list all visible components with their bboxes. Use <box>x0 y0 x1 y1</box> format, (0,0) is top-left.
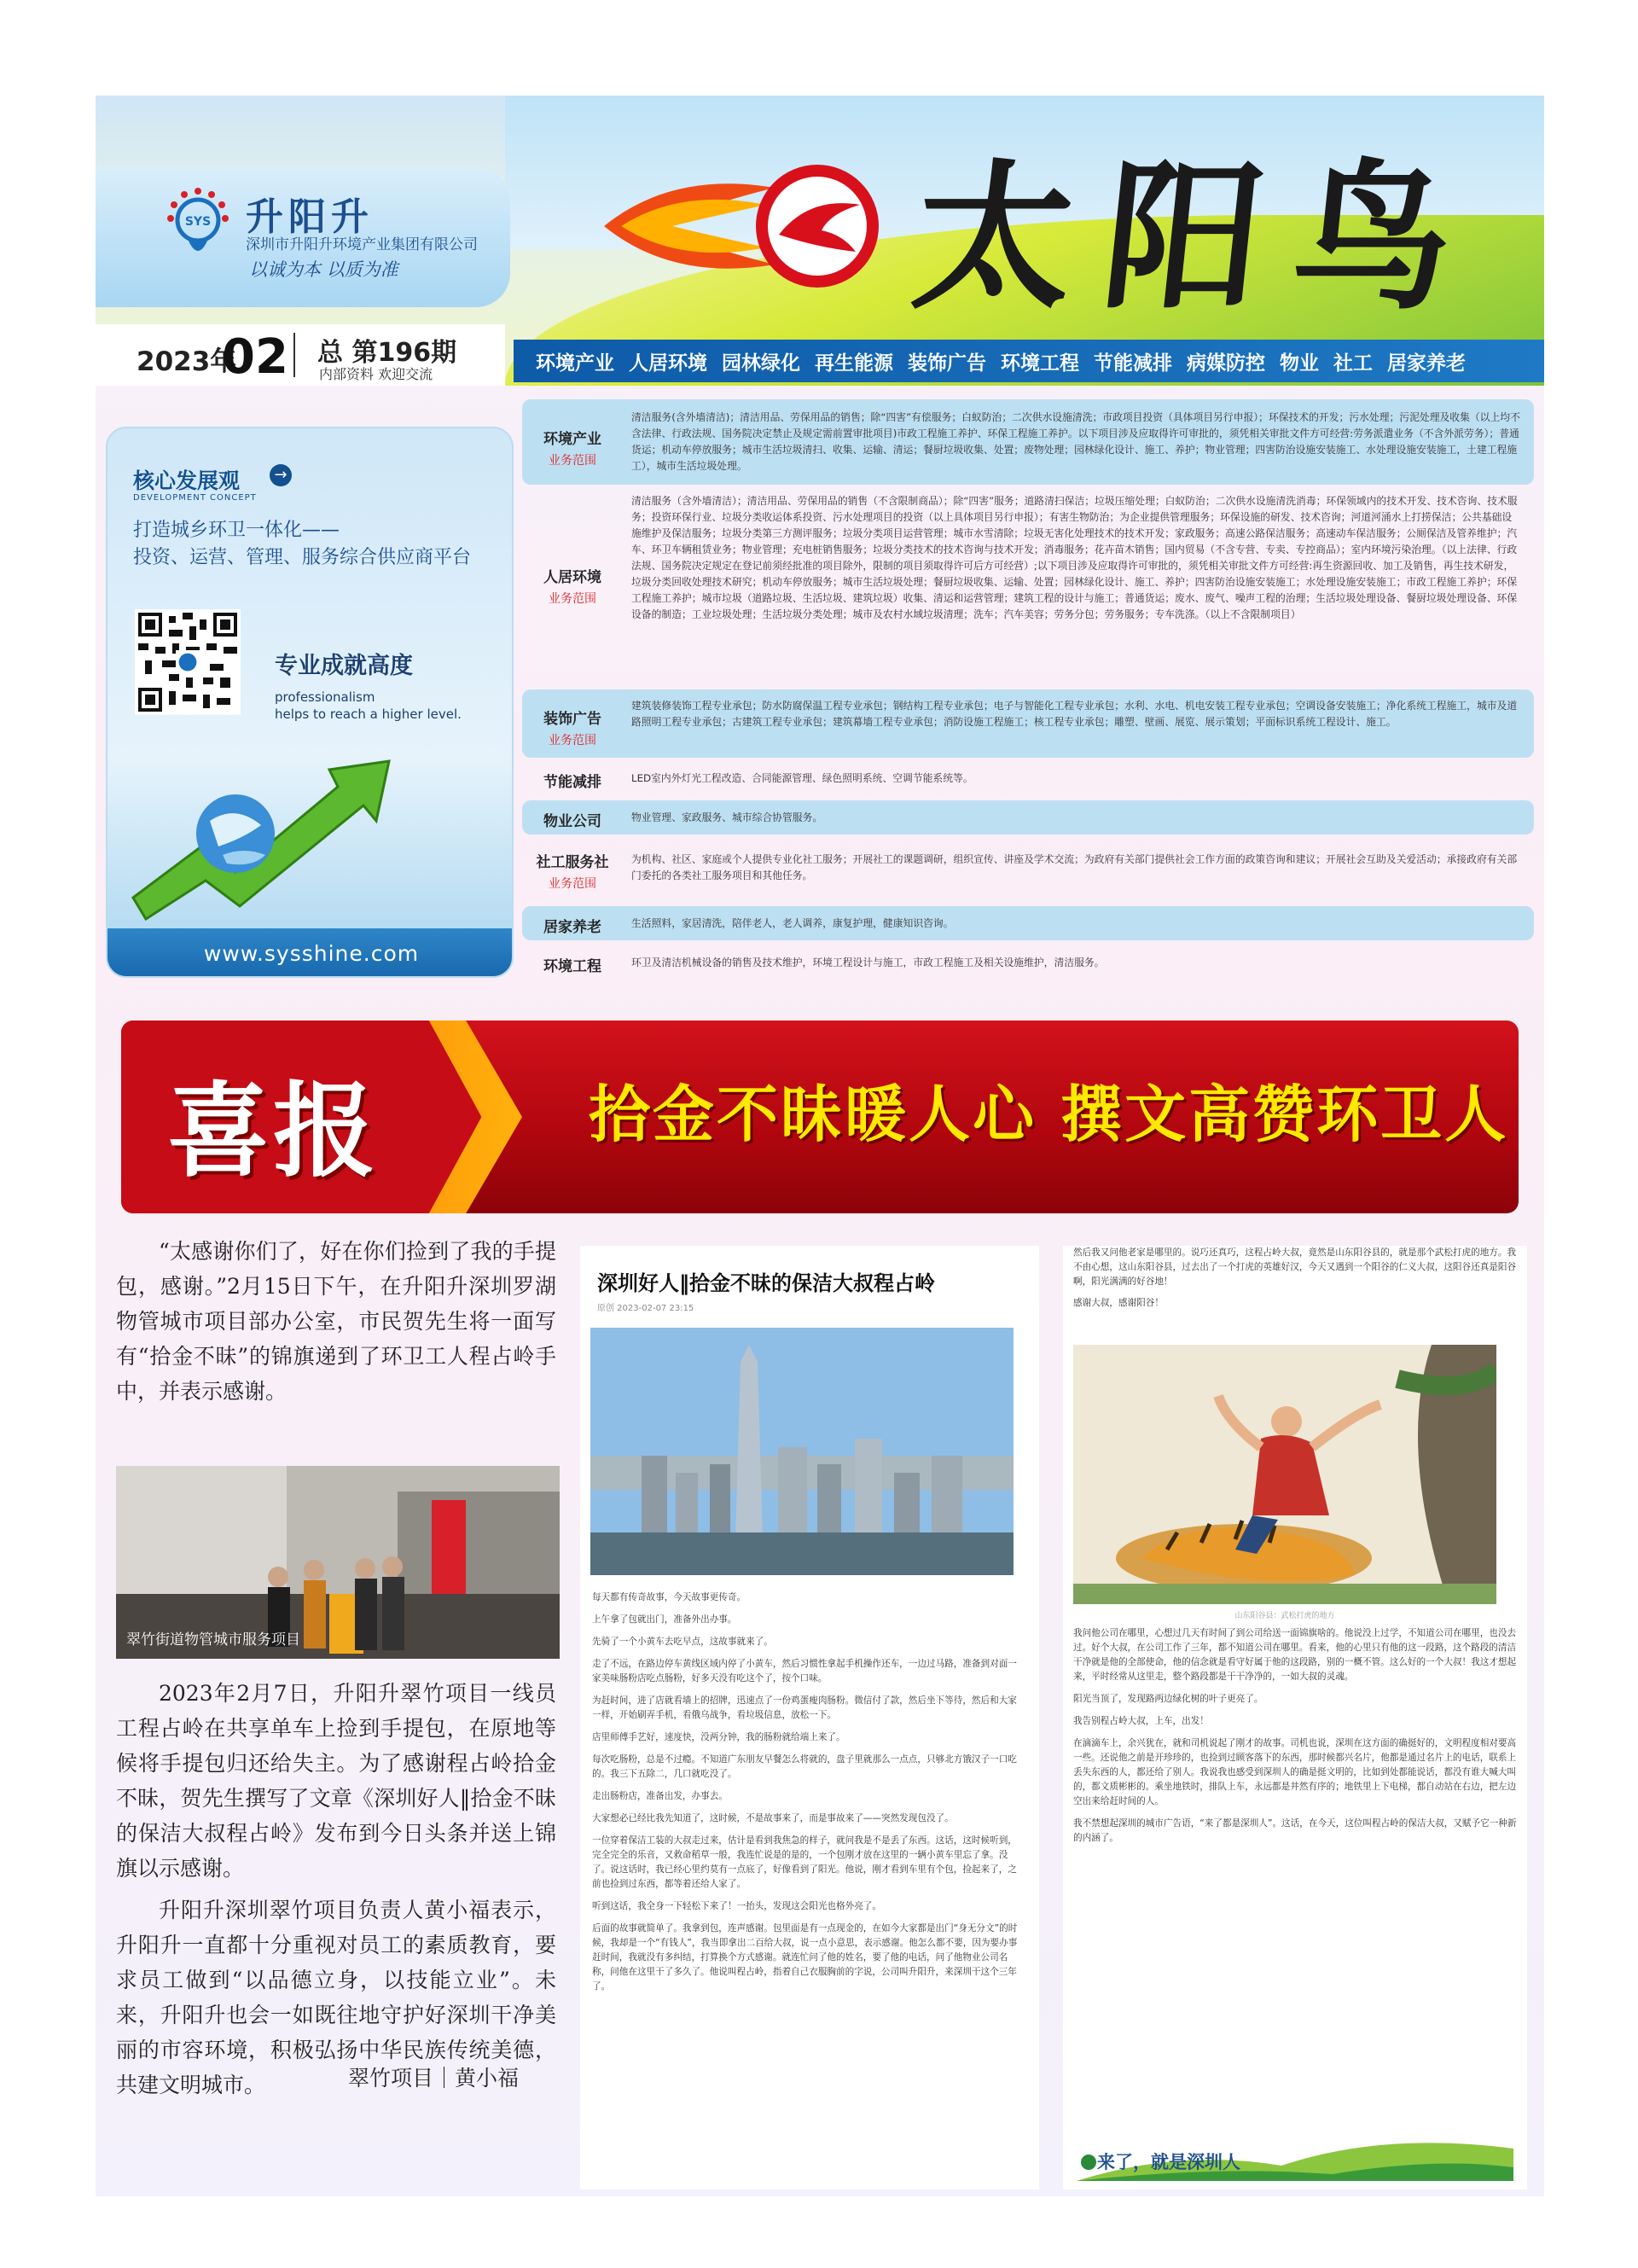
business-text: 清洁服务(含外墙清洁)；清洁用品、劳保用品的销售；除“四害”有偿服务；白蚁防治；二次供水设施清洗；市政项目投资（具体项目另行申报）；环保技术的开发；污水处理；污泥处理及收集（以上均不含法律、行政法规、国务院决定禁止及规定需前置审批项目)市政工程施工养护、环保工程施工养护。以下项目涉及应取得许可审批的，须凭相关审批文件方可经营:劳务派遣业务（不含外派劳务）；普通货运；机动车停放服务；城市生活垃圾清扫、收集、运输、清运；餐厨垃圾收集、处置；废物处理；园林绿化设计、施工、养护；物业管理；四害防治设施安装施工、水处理设施安装施工，土建工程施工），城市生活垃圾处理。 <box>631 411 1520 472</box>
article-column <box>116 1234 556 1409</box>
clipping-paragraph: 后面的故事就简单了。我拿到包，连声感谢。包里面是有一点现金的，在如今大家都是出门“身无分文”的时候，我却是一个“有钱人”，我当即拿出二百给大叔，说一点小意思，表示感谢。他怎么都不要，因为要办事赶时间，我就没有多纠结，打算换个方式感谢。就连忙问了他的姓名，要了他的电话，问了他物业公司名称，问他在这里干了多久了。他说叫程占岭，指着自己衣服胸前的字说，公司叫升阳升，来深圳干这个三年了。 <box>592 1923 1018 1992</box>
issue-note: 内部资料 欢迎交流 <box>319 366 433 382</box>
business-label: 人居环境 业务范围 <box>522 565 623 607</box>
category-item: 社工 <box>1333 352 1373 375</box>
clipping-paragraph: 走出肠粉店，准备出发，办事去。 <box>592 1791 728 1801</box>
clipping-paragraph: 然后我又问他老家是哪里的。说巧还真巧，这程占岭大叔，竟然是山东阳谷县的，就是那个武松打虎的地方。我不由心想，这山东阳谷县，过去出了一个打虎的英雄好汉，今天又遇到一个阳谷的仁义大叔，这阳谷还真是阳谷啊，阳光满满的好谷地！ <box>1073 1247 1517 1287</box>
clipping-meta: 原创 2023-02-07 23:15 <box>597 1304 694 1313</box>
article-paragraph: “太感谢你们了，好在你们捡到了我的手提包，感谢。”2月15日下午，在升阳升深圳罗湖物管城市项目部办公室，市民贺先生将一面写有“拾金不昧”的锦旗递到了环卫工人程占岭手中，并表示感谢。 <box>116 1239 556 1404</box>
business-label: 环境产业 业务范围 <box>522 427 623 468</box>
category-bar <box>514 340 1544 382</box>
sidebar-heading-en: DEVELOPMENT CONCEPT <box>133 493 257 503</box>
arrow-right-icon: → <box>270 464 292 486</box>
business-row <box>522 840 1534 899</box>
banner-presentation-photo <box>116 1466 560 1659</box>
business-label: 居家养老 <box>543 919 601 936</box>
sidebar-motto-en-1: professionalism <box>275 689 375 705</box>
category-item: 再生能源 <box>815 352 893 375</box>
issue-year: 2023年 <box>136 346 237 377</box>
clipping-paragraph: 店里师傅手艺好，速度快，没两分钟，我的肠粉就给端上来了。 <box>592 1732 845 1742</box>
banner-xibao: 喜报 <box>167 1071 379 1191</box>
category-item: 节能减排 <box>1094 352 1172 375</box>
category-item: 装饰广告 <box>908 352 986 375</box>
sidebar-heading: 核心发展观 <box>133 468 241 493</box>
shenzhen-slogan-graphic <box>1077 2114 1513 2181</box>
business-sub-label: 业务范围 <box>549 592 596 606</box>
business-text: 建筑装修装饰工程专业承包；防水防腐保温工程专业承包；钢结构工程专业承包；电子与智能化工程专业承包；水利、水电、机电安装工程专业承包；空调设备安装施工；净化系统工程施工，城市及道路照明工程专业承包；古建筑工程专业承包；建筑幕墙工程专业承包；消防设施工程施工；核工程专业承包；雕塑、壁画、展览、展示策划；平面标识系统工程设计、施工。 <box>631 700 1518 728</box>
article-column-lower <box>116 1676 556 2109</box>
clipping-body-continued <box>1073 1626 1517 1853</box>
clipping-paragraph: 阳光当顶了，发现路两边绿化树的叶子更亮了。 <box>1073 1694 1263 1704</box>
development-sidebar <box>106 427 514 978</box>
business-text: 为机构、社区、家庭或个人提供专业化社工服务；开展社工的课题调研，组织宣传、讲座及学术交流；为政府有关部门提供社会工作方面的政策咨询和建议；开展社会互助及关爱活动；承接政府有关部门委托的各类社工服务项目和其他任务。 <box>631 853 1518 881</box>
business-label: 物业公司 <box>543 813 601 830</box>
business-row <box>522 945 1534 980</box>
masthead <box>96 96 1544 386</box>
business-row <box>522 906 1534 940</box>
category-item: 人居环境 <box>629 352 707 375</box>
business-sub-label: 业务范围 <box>549 734 596 747</box>
business-label: 装饰广告 业务范围 <box>522 707 623 748</box>
news-clipping-continued <box>1063 1246 1527 2189</box>
business-text: 环卫及清洁机械设备的销售及技术维护，环境工程设计与施工，市政工程施工及相关设施维护，清洁服务。 <box>631 957 1105 968</box>
clipping-paragraph: 大家想必已经比我先知道了，这时候，不是故事来了，而是事故来了——突然发现包没了。 <box>592 1813 954 1823</box>
article-paragraph: 升阳升深圳翠竹项目负责人黄小福表示，升阳升一直都十分重视对员工的素质教育，要求员工做到“以品德立身，以技能立业”。未来，升阳升也会一如既往地守护好深圳干净美丽的市容环境，积极弘扬中华民族传统美德，共建文明城市。 <box>116 1898 556 2097</box>
business-text: 生活照料，家居清洗，陪伴老人，老人调养，康复护理，健康知识咨询。 <box>631 917 954 929</box>
article-byline: 翠竹项目｜黄小福 <box>348 2066 520 2091</box>
clipping-paragraph: 一位穿着保洁工装的大叔走过来，估计是看到我焦急的样子，就问我是不是丢了东西。这话，这时候听到，完全完全的乐音，又救命稻草一般，我连忙说是的是的，一个包刚才放在这里的一辆小黄车里忘了拿。没了。说这话时，我已经心里约莫有一点底了，好像看到了阳光。他说，刚才看到车里有个包，捡起来了，之前也捡到过东西，都等着还给人家了。 <box>592 1835 1017 1889</box>
logo-name: 升阳升 <box>246 195 374 239</box>
clipping-paragraph: 每次吃肠粉，总是不过瘾。不知道广东朋友早餐怎么将就的，盘子里就那么一点点，只够北方饿汉子一口吃的。我三下五除二，几口就吃没了。 <box>592 1754 1017 1779</box>
slogan-text: 来了，就是深圳人 <box>1097 2152 1240 2172</box>
clipping-paragraph: 我不禁想起深圳的城市广告语，“来了都是深圳人”。这话，在今天，这位叫程占岭的保洁大叔，又赋予它一种新的内涵了。 <box>1073 1818 1517 1843</box>
newspaper-page <box>96 96 1544 2196</box>
business-row <box>522 490 1534 683</box>
issue-number: 总 第196期 <box>317 338 457 368</box>
issue-month: 02 <box>222 329 288 385</box>
wusong-tiger-painting <box>1073 1345 1496 1604</box>
newspaper-title: 太阳鸟 <box>905 143 1494 330</box>
business-text: 清洁服务（含外墙清洁）；清洁用品、劳保用品的销售（不含限制商品）；除“四害”服务；道路清扫保洁；垃圾压缩处理；白蚁防治；二次供水设施清洗消毒；环保领域内的技术开发、技术咨询、技术服务；投资环保行业、垃圾分类收运体系投资、污水处理项目的投资（以上具体项目另行申报）；有害生物防治；为企业提供管理服务；环保设施的研发、技术咨询；河道河涌水上打捞保洁；公共基础设施维护及保洁服务；垃圾分类第三方测评服务；垃圾分类项目运营管理；城市水雪清除；垃圾无害化处理技术的技术开发；家政服务；高速公路保洁服务；高速动车保洁服务；公厕保洁及管养维护；汽车、环卫车辆租赁业务；物业管理；充电桩销售服务；垃圾分类技术的技术咨询与技术开发；消毒服务；花卉苗木销售；国内贸易（不含专营、专卖、专控商品）；室内环境污染治理。（以上法律、行政法规、国务院决定规定在登记前须经批准的项目除外，限制的项目须取得许可后方可经营）;以下项目涉及应取得许可审批的，须凭相关审批文件方可经营:再生资源回收、加工及销售，再生技术研发，垃圾分类回收处理技术研究；机动车停放服务；城市生活垃圾处理；餐厨垃圾收集、运输、处置；园林绿化设计、施工、养护；四害防治设施安装施工；水处理设施安装施工；市政工程施工养护；环保工程施工养护；城市垃圾（道路垃圾、生活垃圾、建筑垃圾）收集、清运和运营管理；建筑工程的设计与施工；普通货运；废水、废气、噪声工程的治理；生活垃圾处理设备、餐厨垃圾处理设备、环保设备的制造；工业垃圾处理；生活垃圾分类处理；城市及农村水域垃圾清理；洗车；汽车美容；劳务分包；劳务服务；专车洗涤。（以上不含限制项目） <box>631 495 1518 620</box>
company-slogan: 以诚为本 以质为准 <box>249 259 398 280</box>
clipping-paragraph: 每天都有传奇故事，今天故事更传奇。 <box>592 1592 746 1602</box>
article-paragraph: 2023年2月7日，升阳升翠竹项目一线员工程占岭在共享单车上捡到手提包，在原地等候将手提包归还给失主。为了感谢程占岭拾金不昧，贺先生撰写了文章《深圳好人‖拾金不昧的保洁大叔程占岭》发布到今日头条并送上锦旗以示感谢。 <box>116 1681 556 1881</box>
business-label: 环境工程 <box>543 958 601 975</box>
business-text: LED室内外灯光工程改造、合同能源管理、绿色照明系统、空调节能系统等。 <box>631 772 973 784</box>
news-clipping <box>580 1246 1039 2189</box>
clipping-paragraph: 我告别程占岭大叔，上车，出发！ <box>1073 1716 1209 1726</box>
clipping-paragraph: 感谢大叔，感谢阳谷！ <box>1073 1298 1164 1308</box>
business-label: 社工服务社 业务范围 <box>522 850 623 892</box>
clipping-body <box>592 1591 1025 2002</box>
business-sub-label: 业务范围 <box>549 454 596 468</box>
business-row <box>522 761 1534 795</box>
sidebar-motto: 专业成就高度 <box>275 653 413 679</box>
clipping-paragraph: 上午拿了包就出门，准备外出办事。 <box>592 1614 737 1625</box>
business-label: 节能减排 <box>543 774 601 791</box>
business-sub-label: 业务范围 <box>549 877 596 891</box>
business-row <box>522 689 1534 758</box>
logo-block <box>96 167 510 307</box>
category-item: 病媒防控 <box>1187 352 1265 375</box>
clipping-top-text <box>1073 1246 1517 1317</box>
sidebar-motto-en-2: helps to reach a higher level. <box>275 707 462 722</box>
category-item: 环境产业 <box>536 352 614 375</box>
banner-headline: 拾金不昧暖人心 撰文高赞环卫人 <box>589 1079 1509 1150</box>
qr-code-icon <box>135 609 241 715</box>
clipping-paragraph: 听到这话，我全身一下轻松下来了！一抬头，发现这会阳光也格外亮了。 <box>592 1901 881 1911</box>
clipping-paragraph: 我问他公司在哪里，心想过几天有时间了到公司给送一面锦旗啥的。他说没上过学，不知道公司在哪里，也没去过。好个大叔，在公司工作了三年，都不知道公司在哪里。看来，他的心里只有他的这一段路，这个路段的清洁干净就是他的全部使命，他的信念就是看守好属于他的这段路，别的一概不管。这么好的一个大叔！我这才想起来，平时经常从这里走，整个路段都是干干净净的，一如大叔的灵魂。 <box>1073 1628 1517 1682</box>
category-item: 物业 <box>1280 352 1319 375</box>
sunbird-flame-icon <box>604 154 886 299</box>
photo-caption: 翠竹街道物管城市服务项目 <box>126 1631 300 1649</box>
company-logo-icon <box>162 186 234 263</box>
issue-info <box>96 324 505 386</box>
clipping-paragraph: 在滴滴车上，余兴犹在，就和司机说起了刚才的故事。司机也说，深圳在这方面的确挺好的，文明程度相对要高一些。还说他之前是开珍珍的，也捡到过顾客落下的东西，那时候都兴名片，他都是通过名片上的电话，联系上丢失东西的人，都还给了别人。我说我也感受到深圳人的确是挺文明的，比如到处都能说话，都没有谁大喊大叫的，都文质彬彬的。乘坐地铁时，排队上车，永远都是井然有序的；地铁里上下电梯，都自动站在右边，把左边空出来给赶时间的人。 <box>1073 1738 1517 1806</box>
business-text: 物业管理、家政服务、城市综合协管服务。 <box>631 811 823 823</box>
business-row <box>522 800 1534 835</box>
clipping-paragraph: 为赶时间，进了店就看墙上的招牌，迅速点了一份鸡蛋瘦肉肠粉。微信付了款，然后坐下等待，然后和大家一样，开始刷弄手机，看俄乌战争，看垃圾信息，放松一下。 <box>592 1695 1017 1720</box>
tiger-painting-icon <box>1073 1345 1496 1604</box>
category-item: 园林绿化 <box>722 352 800 375</box>
business-row <box>522 399 1534 485</box>
clipping-title: 深圳好人‖拾金不昧的保洁大叔程占岭 <box>597 1271 935 1295</box>
sidebar-line-2: 投资、运营、管理、服务综合供应商平台 <box>133 547 472 568</box>
clipping-paragraph: 先骑了一个小黄车去吃早点，这故事就来了。 <box>592 1637 773 1647</box>
issue-divider <box>293 333 295 377</box>
category-item: 居家养老 <box>1387 352 1466 375</box>
sidebar-line-1: 打造城乡环卫一体化—— <box>133 520 340 541</box>
category-item: 环境工程 <box>1001 352 1079 375</box>
website-link[interactable]: www.sysshine.com <box>107 928 514 978</box>
city-skyline-photo <box>590 1328 1014 1575</box>
growth-arrow-icon <box>125 753 406 923</box>
clipping-paragraph: 走了不远，在路边停车黄线区域内停了小黄车，然后习惯性拿起手机操作还车，一边过马路，准备到对面一家美味肠粉店吃点肠粉，好多天没有吃这个了，按个口味。 <box>592 1659 1017 1684</box>
painting-caption: 山东阳谷县：武松打虎的地方 <box>1234 1612 1335 1620</box>
company-name: 深圳市升阳升环境产业集团有限公司 <box>246 236 478 253</box>
svg-text:SYS: SYS <box>184 215 212 229</box>
good-news-banner <box>121 1021 1519 1213</box>
skyline-icon <box>590 1328 1014 1575</box>
